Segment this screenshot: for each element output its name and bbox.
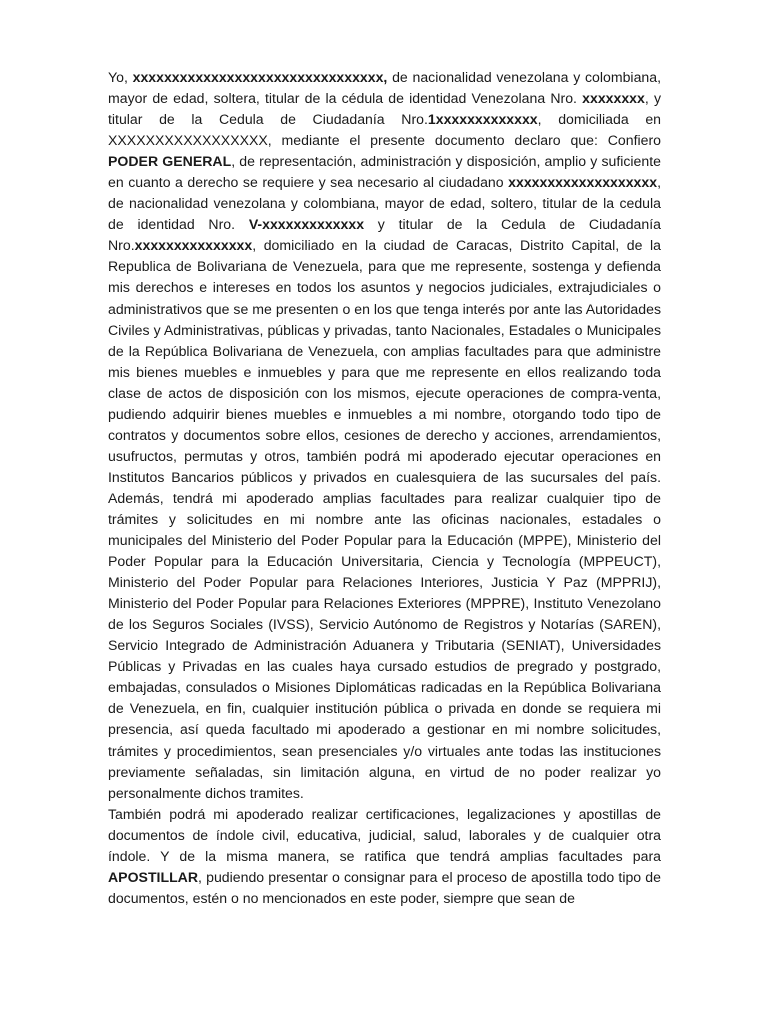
text-segment: , pudiendo presentar o consignar para el proceso de apostilla todo tipo de documentos, estén o no mencionados en este poder, siempre que sean de	[108, 868, 661, 906]
attorney-citizenship-id-redacted: xxxxxxxxxxxxxxx	[134, 237, 253, 254]
text-segment: También podrá mi apoderado realizar certificaciones, legalizaciones y apostillas de documentos de índole civil, educativa, judicial, salud, laborales y de cualquier otra índole. Y de la misma manera, se ratifica que tendrá amplias facultades para	[108, 805, 661, 864]
poder-general-heading: PODER GENERAL	[108, 153, 232, 170]
paragraph-apostille	[108, 804, 661, 909]
attorney-id-redacted: V-xxxxxxxxxxxxx	[248, 216, 365, 233]
text-segment: y titular de la Cedula de Ciudadanía Nro.	[108, 216, 661, 254]
grantor-name-redacted: xxxxxxxxxxxxxxxxxxxxxxxxxxxxxxxx,	[132, 69, 388, 85]
text-segment: de nacionalidad venezolana y colombiana, mayor de edad, soltera, titular de la cédula de identidad Venezolana Nro.	[108, 69, 661, 107]
text-segment: , domiciliada en XXXXXXXXXXXXXXXXX, mediante el presente documento declaro que: Confiero	[108, 111, 661, 149]
grantor-citizenship-id-redacted: 1xxxxxxxxxxxxx	[427, 111, 538, 128]
document-body	[108, 67, 661, 909]
paragraph-power-of-attorney	[108, 67, 661, 804]
text-segment: , de nacionalidad venezolana y colombiana, mayor de edad, soltero, titular de la cedula de identidad Nro.	[108, 174, 661, 233]
text-segment: Yo,	[108, 69, 133, 85]
text-segment: , y titular de la Cedula de Ciudadanía Nro.	[108, 90, 661, 128]
text-segment: , de representación, administración y disposición, amplio y suficiente en cuanto a derecho se requiere y sea necesario al ciudadano	[108, 153, 661, 191]
text-segment: , domiciliado en la ciudad de Caracas, Distrito Capital, de la Republica de Bolivariana de Venezuela, para que me represente, sostenga y defienda mis derechos e intereses en todos los asuntos y negocios judiciales, extrajudiciales o administrativos que se me presenten o en los que tenga interés por ante las Autoridades Civiles y Administrativas, públicas y privadas, tanto Nacionales, Estadales o Municipales de la República Bolivariana de Venezuela, con amplias facultades para que administre mis bienes muebles e inmuebles y para que me represente en ellos realizando toda clase de actos de disposición con los mismos, ejecute operaciones de compra-venta, pudiendo adquirir bienes muebles e inmuebles a mi nombre, otorgando todo tipo de contratos y documentos sobre ellos, cesiones de derecho y acciones, arrendamientos, usufructos, permutas y otros, también podrá mi apoderado ejecutar operaciones en Institutos Bancarios públicos y privados en cualesquiera de las sucursales del país. Además, tendrá mi apoderado amplias facultades para realizar cualquier tipo de trámites y solicitudes en mi nombre ante las oficinas nacionales, estadales o municipales del Ministerio del Poder Popular para la Educación (MPPE), Ministerio del Poder Popular para la Educación Universitaria, Ciencia y Tecnología (MPPEUCT), Ministerio del Poder Popular para Relaciones Interiores, Justicia Y Paz (MPPRIJ), Ministerio del Poder Popular para Relaciones Exteriores (MPPRE), Instituto Venezolano de los Seguros Sociales (IVSS), Servicio Autónomo de Registros y Notarías (SAREN), Servicio Integrado de Administración Aduanera y Tributaria (SENIAT), Universidades Públicas y Privadas en las cuales haya cursado estudios de pregrado y postgrado, embajadas, consulados o Misiones Diplomáticas radicadas en la República Bolivariana de Venezuela, en fin, cualquier institución pública o privada en donde se requiera mi presencia, así queda facultado mi apoderado a gestionar en mi nombre solicitudes, trámites y procedimientos, sean presenciales y/o virtuales ante todas las instituciones previamente señaladas, sin limitación alguna, en virtud de no poder realizar yo personalmente dichos tramites.	[108, 237, 661, 801]
grantor-id-redacted: xxxxxxxx	[582, 90, 645, 107]
attorney-name-redacted: xxxxxxxxxxxxxxxxxxx	[508, 174, 658, 191]
apostillar-keyword: APOSTILLAR	[108, 868, 199, 885]
